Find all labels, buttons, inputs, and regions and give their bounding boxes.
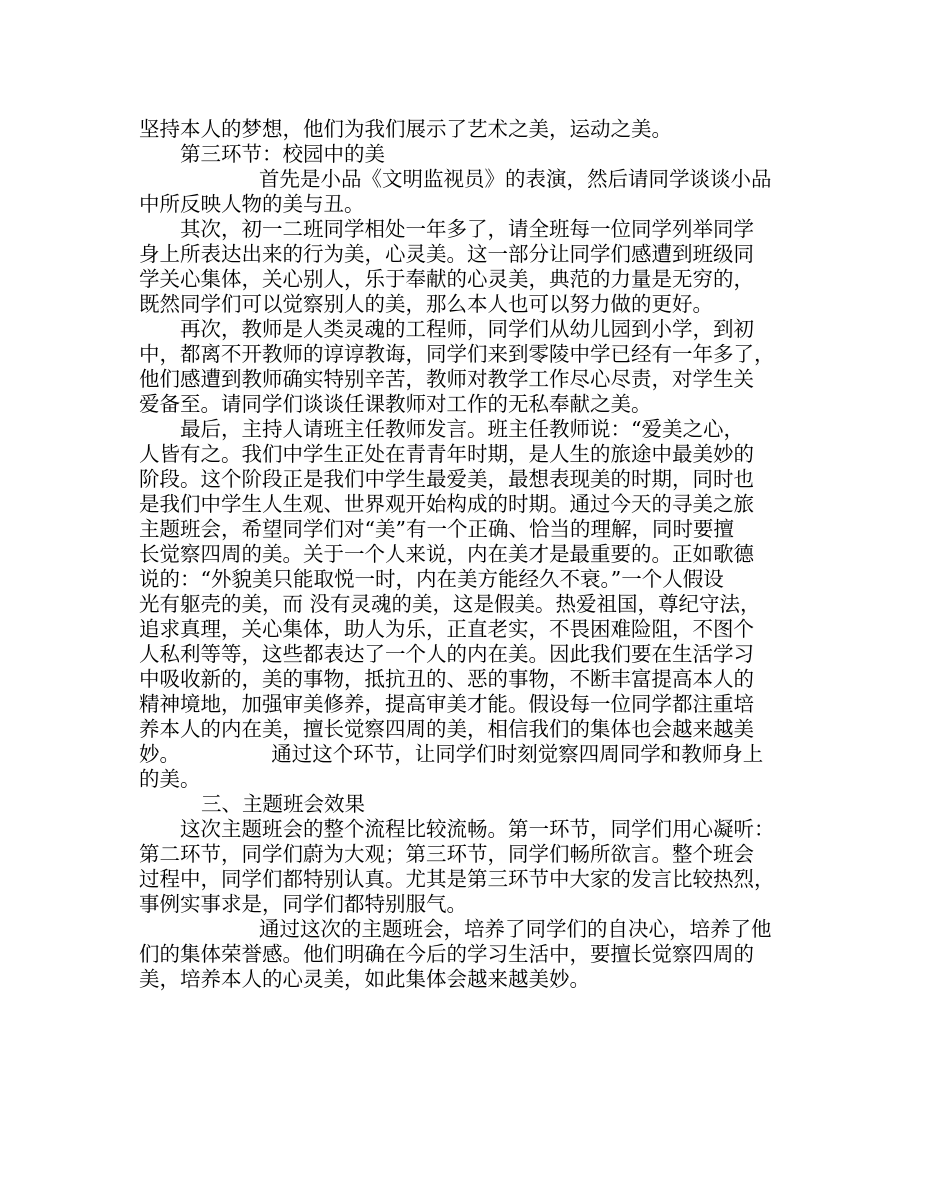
text-line: 其次，初一二班同学相处一年多了，请全班每一位同学列举同学 (180, 217, 754, 241)
text-line: 人皆有之。我们中学生正处在青青年时期，是人生的旅途中最美妙的 (139, 442, 754, 466)
text-line: 事例实事求是，同学们都特别服气。 (139, 892, 467, 916)
text-line: 主题班会，希望同学们对“美”有一个正确、恰当的理解，同时要擅 (139, 517, 734, 541)
text-line: 阶段。这个阶段正是我们中学生最爱美，最想表现美的时期，同时也 (139, 467, 754, 491)
section-heading: 第三环节：校园中的美 (180, 142, 385, 166)
text-line: 妙。 通过这个环节，让同学们时刻觉察四周同学和教师身上 (139, 742, 764, 766)
text-line: 坚持本人的梦想，他们为我们展示了艺术之美，运动之美。 (139, 117, 672, 141)
text-line: 再次，教师是人类灵魂的工程师，同学们从幼儿园到小学，到初 (180, 317, 754, 341)
text-line: 长觉察四周的美。关于一个人来说，内在美才是最重要的。正如歌德 (139, 542, 754, 566)
text-line: 第二环节，同学们蔚为大观；第三环节，同学们畅所欲言。整个班会 (139, 842, 754, 866)
text-line: 最后，主持人请班主任教师发言。班主任教师说：“爱美之心， (180, 417, 744, 441)
text-line: 中，都离不开教师的谆谆教诲，同学们来到零陵中学已经有一年多了， (139, 342, 775, 366)
text-line: 人私利等等，这些都表达了一个人的内在美。因此我们要在生活学习 (139, 642, 754, 666)
text-line: 这次主题班会的整个流程比较流畅。第一环节，同学们用心凝听： (180, 817, 775, 841)
text-line: 首先是小品《文明监视员》的表演，然后请同学谈谈小品 (259, 167, 772, 191)
text-line: 追求真理，关心集体，助人为乐，正直老实，不畏困难险阻，不图个 (139, 617, 754, 641)
text-line: 爱备至。请同学们谈谈任课教师对工作的无私奉献之美。 (139, 392, 652, 416)
text-line: 中所反映人物的美与丑。 (139, 192, 365, 216)
text-line: 美，培养本人的心灵美，如此集体会越来越美妙。 (139, 967, 590, 991)
text-line: 的美。 (139, 767, 201, 791)
text-line: 精神境地，加强审美修养，提高审美才能。假设每一位同学都注重培 (139, 692, 754, 716)
text-line: 通过这次的主题班会，培养了同学们的自决心，培养了他 (259, 917, 772, 941)
text-line: 既然同学们可以觉察别人的美，那么本人也可以努力做的更好。 (139, 292, 713, 316)
text-line: 身上所表达出来的行为美，心灵美。这一部分让同学们感遭到班级同 (139, 242, 754, 266)
text-line: 光有躯壳的美，而 没有灵魂的美，这是假美。热爱祖国，尊纪守法， (139, 592, 761, 616)
section-heading: 三、主题班会效果 (201, 792, 365, 816)
text-line: 他们感遭到教师确实特别辛苦，教师对教学工作尽心尽责，对学生关 (139, 367, 754, 391)
text-line: 养本人的内在美，擅长觉察四周的美，相信我们的集体也会越来越美 (139, 717, 754, 741)
body-text (139, 117, 819, 992)
text-line: 中吸收新的，美的事物，抵抗丑的、恶的事物，不断丰富提高本人的 (139, 667, 754, 691)
text-line: 们的集体荣誉感。他们明确在今后的学习生活中，要擅长觉察四周的 (139, 942, 754, 966)
text-line: 学关心集体，关心别人，乐于奉献的心灵美，典范的力量是无穷的， (139, 267, 754, 291)
text-line: 说的：“外貌美只能取悦一时，内在美方能经久不衰。”一个人假设 (139, 567, 724, 591)
text-line: 过程中，同学们都特别认真。尤其是第三环节中大家的发言比较热烈， (139, 867, 775, 891)
text-line: 是我们中学生人生观、世界观开始构成的时期。通过今天的寻美之旅 (139, 492, 754, 516)
